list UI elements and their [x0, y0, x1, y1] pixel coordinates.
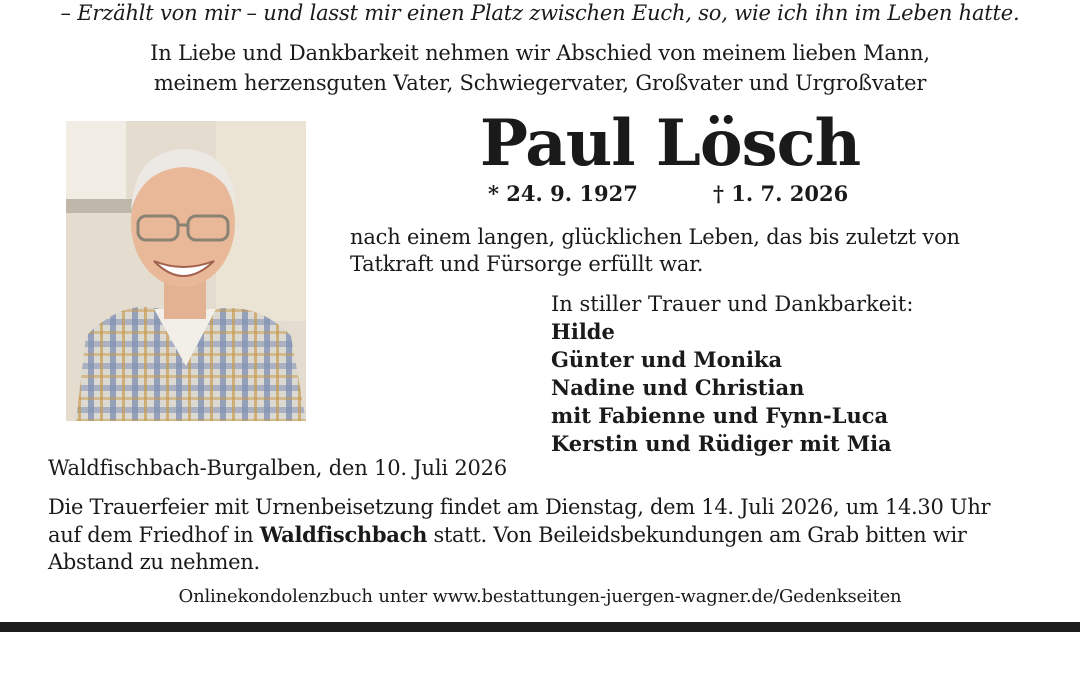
deceased-name: Paul Lösch	[479, 106, 861, 181]
funeral-line-3: Abstand zu nehmen.	[48, 550, 260, 574]
birth-date: * 24. 9. 1927	[488, 181, 638, 206]
funeral-line-2-end: statt. Von Beileidsbekundungen am Grab bitten wir	[427, 523, 967, 547]
life-text	[350, 224, 1040, 278]
intro-line-2: meinem herzensguten Vater, Schwiegervater, Großvater und Urgroßvater	[153, 71, 927, 95]
portrait-illustration	[66, 121, 306, 421]
death-date: † 1. 7. 2026	[713, 181, 849, 206]
mourner-name: Nadine und Christian	[551, 375, 805, 400]
intro-line-1: In Liebe und Dankbarkeit nehmen wir Abschied von meinem lieben Mann,	[150, 41, 930, 65]
mourner-name: Hilde	[551, 319, 615, 344]
mourner-name: mit Fabienne und Fynn-Luca	[551, 403, 889, 428]
place-and-date: Waldfischbach-Burgalben, den 10. Juli 2026	[48, 456, 507, 480]
online-condolence-link[interactable]: Onlinekondolenzbuch unter www.bestattungen-juergen-wagner.de/Gedenkseiten	[178, 586, 902, 607]
mourning-heading: In stiller Trauer und Dankbarkeit:	[551, 292, 914, 316]
life-line-2: Tatkraft und Fürsorge erfüllt war.	[350, 252, 704, 276]
funeral-line-2	[48, 521, 1048, 549]
funeral-location: Waldfischbach	[259, 522, 428, 547]
portrait-photo	[66, 121, 306, 421]
life-line-1: nach einem langen, glücklichen Leben, das bis zuletzt von	[350, 225, 960, 249]
intro-text	[0, 38, 1080, 98]
mourner-name: Kerstin und Rüdiger mit Mia	[551, 431, 892, 456]
motto-quote: – Erzählt von mir – und lasst mir einen Platz zwischen Euch, so, wie ich ihn im Leben hatte.	[60, 1, 1020, 25]
funeral-line-1: Die Trauerfeier mit Urnenbeisetzung findet am Dienstag, dem 14. Juli 2026, um 14.30 Uhr	[48, 495, 991, 519]
mourners-block	[551, 290, 913, 458]
mourner-name: Günter und Monika	[551, 347, 783, 372]
funeral-line-2-start: auf dem Friedhof in	[48, 523, 260, 547]
funeral-details	[48, 494, 1048, 576]
